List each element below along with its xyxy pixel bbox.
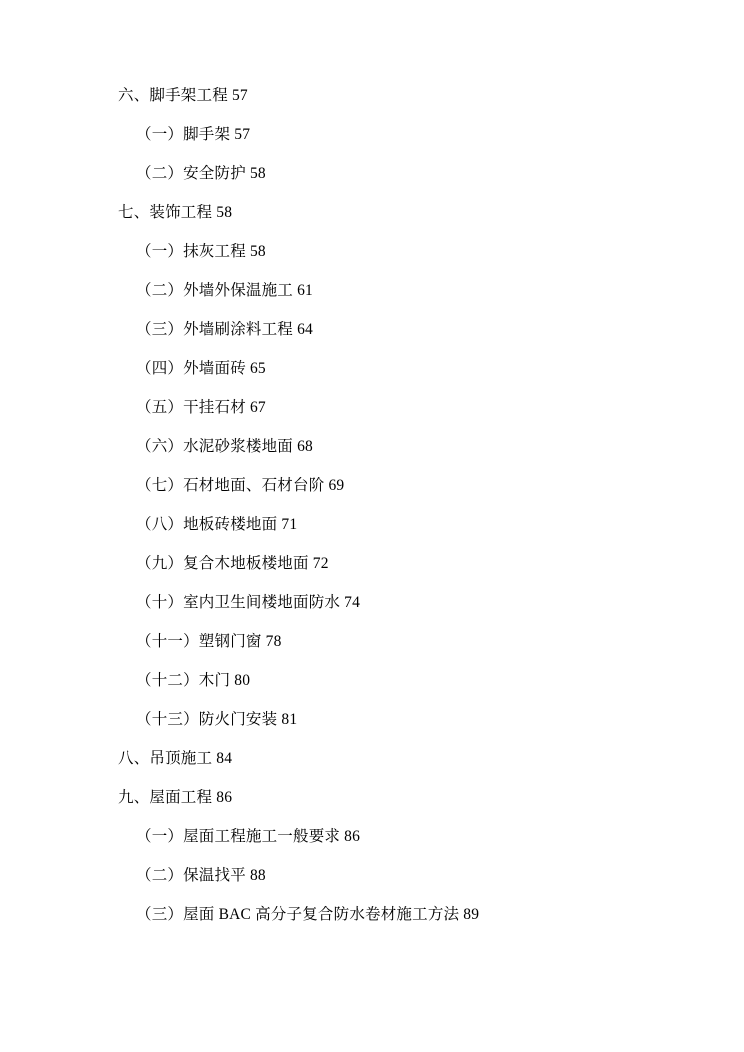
- toc-entry[interactable]: （二）外墙外保温施工 61: [136, 282, 313, 299]
- toc-entry[interactable]: （二）保温找平 88: [136, 867, 266, 884]
- toc-entry[interactable]: （九）复合木地板楼地面 72: [136, 555, 329, 572]
- toc-entry[interactable]: 九、屋面工程 86: [118, 789, 233, 806]
- toc-entry[interactable]: （八）地板砖楼地面 71: [136, 516, 298, 533]
- toc-entry[interactable]: （二）安全防护 58: [136, 165, 266, 182]
- toc-entry[interactable]: （一）抹灰工程 58: [136, 243, 266, 260]
- toc-entry[interactable]: （七）石材地面、石材台阶 69: [136, 477, 345, 494]
- toc-entry[interactable]: 六、脚手架工程 57: [118, 87, 248, 104]
- toc-entry[interactable]: （五）干挂石材 67: [136, 399, 266, 416]
- toc-entry[interactable]: （十三）防火门安装 81: [136, 711, 298, 728]
- toc-entry[interactable]: 八、吊顶施工 84: [118, 750, 233, 767]
- toc-entry[interactable]: （十一）塑钢门窗 78: [136, 633, 282, 650]
- toc-entry[interactable]: （四）外墙面砖 65: [136, 360, 266, 377]
- toc-entry[interactable]: 七、装饰工程 58: [118, 204, 233, 221]
- toc-entry[interactable]: （六）水泥砂浆楼地面 68: [136, 438, 313, 455]
- toc-entry[interactable]: （一）脚手架 57: [136, 126, 251, 143]
- toc-entry[interactable]: （一）屋面工程施工一般要求 86: [136, 828, 361, 845]
- toc-entry[interactable]: （三）外墙刷涂料工程 64: [136, 321, 313, 338]
- toc-entry[interactable]: （三）屋面 BAC 高分子复合防水卷材施工方法 89: [136, 906, 480, 923]
- table-of-contents: [118, 88, 648, 923]
- toc-entry[interactable]: （十）室内卫生间楼地面防水 74: [136, 594, 361, 611]
- toc-entry[interactable]: （十二）木门 80: [136, 672, 251, 689]
